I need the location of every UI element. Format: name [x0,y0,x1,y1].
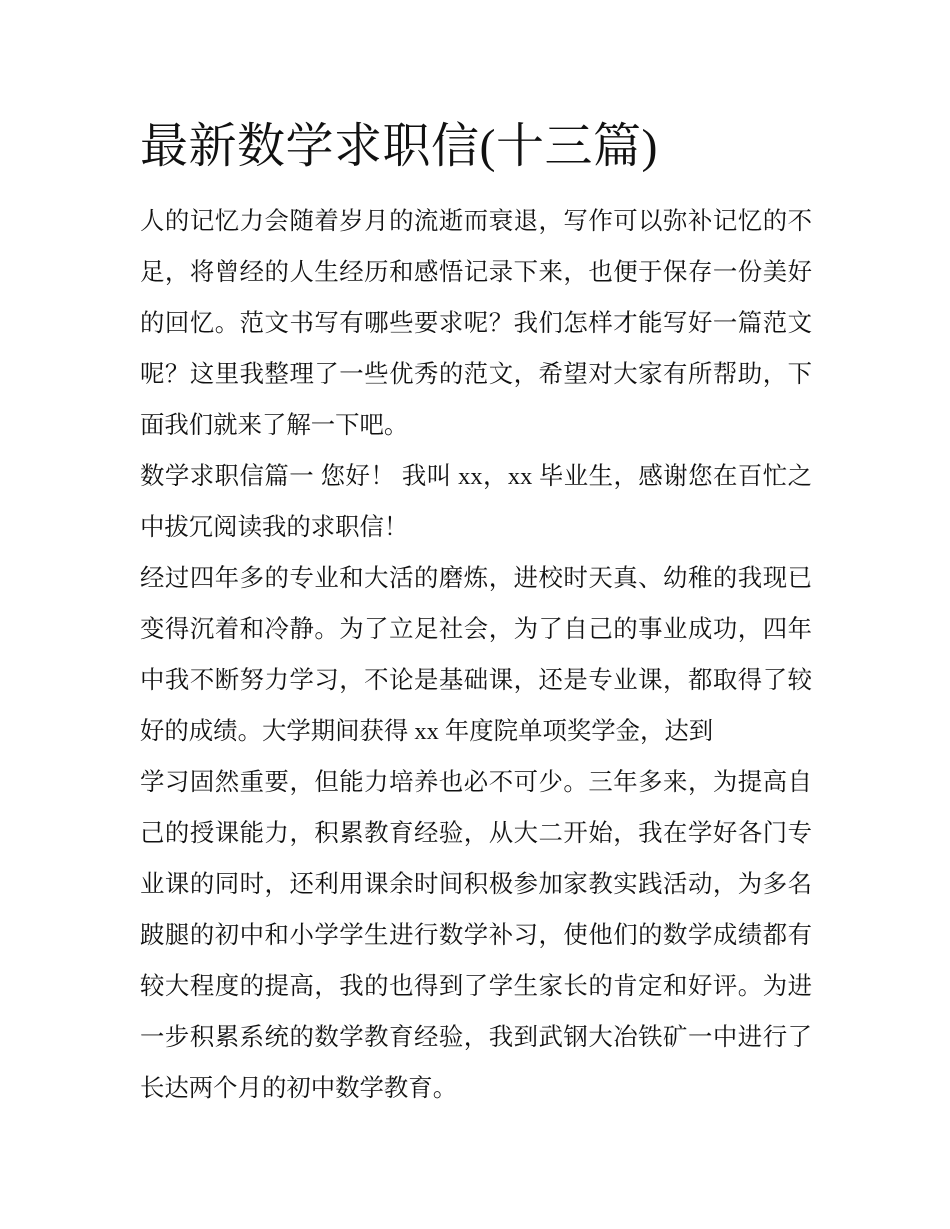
intro-paragraph: 人的记忆力会随着岁月的流逝而衰退，写作可以弥补记忆的不足，将曾经的人生经历和感悟记录下来，也便于保存一份美好的回忆。范文书写有哪些要求呢？我们怎样才能写好一篇范文呢？这里我整理了一些优秀的范文，希望对大家有所帮助，下面我们就来了解一下吧。 [140,208,812,439]
greeting-paragraph: 数学求职信篇一 您好！ 我叫 xx，xx 毕业生，感谢您在百忙之中拔冗阅读我的求职信！ [140,463,812,541]
ability-paragraph: 学习固然重要，但能力培养也必不可少。三年多来，为提高自己的授课能力，积累教育经验，从大二开始，我在学好各门专业课的同时，还利用课余时间积极参加家教实践活动，为多名跛腿的初中和小学学生进行数学补习，使他们的数学成绩都有较大程度的提高，我的也得到了学生家长的肯定和好评。为进一步积累系统的数学教育经验，我到武钢大冶铁矿一中进行了长达两个月的初中数学教育。 [140,769,812,1102]
document-title: 最新数学求职信(十三篇) [140,120,658,173]
document-body [140,196,812,1114]
study-paragraph: 经过四年多的专业和大活的磨炼，进校时天真、幼稚的我现已变得沉着和冷静。为了立足社会，为了自己的事业成功，四年中我不断努力学习，不论是基础课，还是专业课，都取得了较好的成绩。大学期间获得 xx 年度院单项奖学金，达到 [140,565,812,745]
